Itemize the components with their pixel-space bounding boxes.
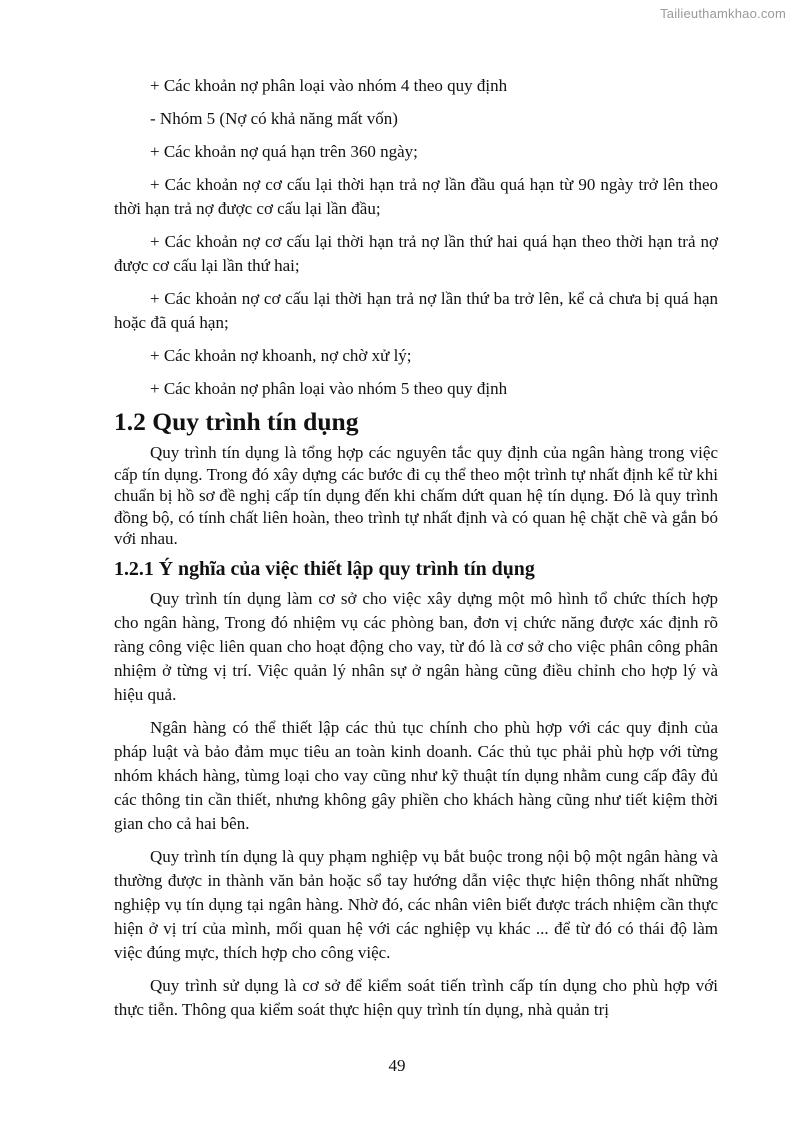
list-item: + Các khoản nợ cơ cấu lại thời hạn trả nợ lần thứ hai quá hạn theo thời hạn trả nợ được cơ cấu lại lần thứ hai; bbox=[114, 232, 718, 275]
list-item: + Các khoản nợ khoanh, nợ chờ xử lý; bbox=[150, 346, 412, 365]
paragraph: Quy trình tín dụng làm cơ sở cho việc xây dựng một mô hình tổ chức thích hợp cho ngân hàng, Trong đó nhiệm vụ các phòng ban, đơn vị chức năng được xác định rõ ràng công việc liên quan cho hoạt động cho vay, từ đó là cơ sở cho việc phân công phân nhiệm ở từng vị trí. Việc quản lý nhân sự ở ngân hàng cũng điều chỉnh cho hợp lý và hiệu quả. bbox=[114, 588, 718, 704]
list-item: + Các khoản nợ phân loại vào nhóm 4 theo quy định bbox=[150, 76, 508, 95]
subsection-heading: 1.2.1 Ý nghĩa của việc thiết lập quy trình tín dụng bbox=[114, 557, 535, 580]
page-content bbox=[114, 74, 718, 1022]
list-item: + Các khoản nợ cơ cấu lại thời hạn trả nợ lần đầu quá hạn từ 90 ngày trở lên theo thời hạn trả nợ được cơ cấu lại lần đầu; bbox=[114, 175, 718, 218]
list-item: + Các khoản nợ quá hạn trên 360 ngày; bbox=[150, 142, 418, 161]
paragraph: Quy trình sử dụng là cơ sở để kiểm soát tiến trình cấp tín dụng cho phù hợp với thực tiễn. Thông qua kiểm soát thực hiện quy trình tín dụng, nhà quản trị bbox=[114, 975, 718, 1019]
paragraph: Quy trình tín dụng là tổng hợp các nguyên tắc quy định của ngân hàng trong việc cấp tín dụng. Trong đó xây dựng các bước đi cụ thể theo một trình tự nhất định kể từ khi chuẩn bị hồ sơ đề nghị cấp tín dụng đến khi chấm dứt quan hệ tín dụng. Đó là quy trình đồng bộ, có tính chất liên hoàn, theo trình tự nhất định và có quan hệ chặt chẽ và gắn bó với nhau. bbox=[114, 443, 718, 548]
list-item: + Các khoản nợ phân loại vào nhóm 5 theo quy định bbox=[150, 379, 508, 398]
page-number: 49 bbox=[388, 1056, 406, 1075]
list-item: - Nhóm 5 (Nợ có khả năng mất vốn) bbox=[150, 109, 398, 128]
paragraph: Ngân hàng có thể thiết lập các thủ tục chính cho phù hợp với các quy định của pháp luật và bảo đảm mục tiêu an toàn kinh doanh. Các thủ tục phải phù hợp với từng nhóm khách hàng, tùmg loại cho vay cũng như kỹ thuật tín dụng nhằm cung cấp đây đủ các thông tin cần thiết, nhưng không gây phiền cho khách hàng cũng như tiết kiệm thời gian cho cả hai bên. bbox=[114, 717, 718, 833]
section-heading: 1.2 Quy trình tín dụng bbox=[114, 407, 359, 436]
paragraph: Quy trình tín dụng là quy phạm nghiệp vụ bắt buộc trong nội bộ một ngân hàng và thường được in thành văn bản hoặc sổ tay hướng dẫn việc thực hiện thông nhất những nghiệp vụ tín dụng tại ngân hàng. Nhờ đó, các nhân viên biết được trách nhiệm cần thực hiện ở vị trí của mình, mối quan hệ với các nghiệp vụ khác ... để từ đó có thái độ làm việc đúng mực, thích hợp cho công việc. bbox=[114, 846, 718, 962]
watermark: Tailieuthamkhao.com bbox=[660, 6, 786, 21]
list-item: + Các khoản nợ cơ cấu lại thời hạn trả nợ lần thứ ba trở lên, kể cả chưa bị quá hạn hoặc đã quá hạn; bbox=[114, 289, 718, 332]
